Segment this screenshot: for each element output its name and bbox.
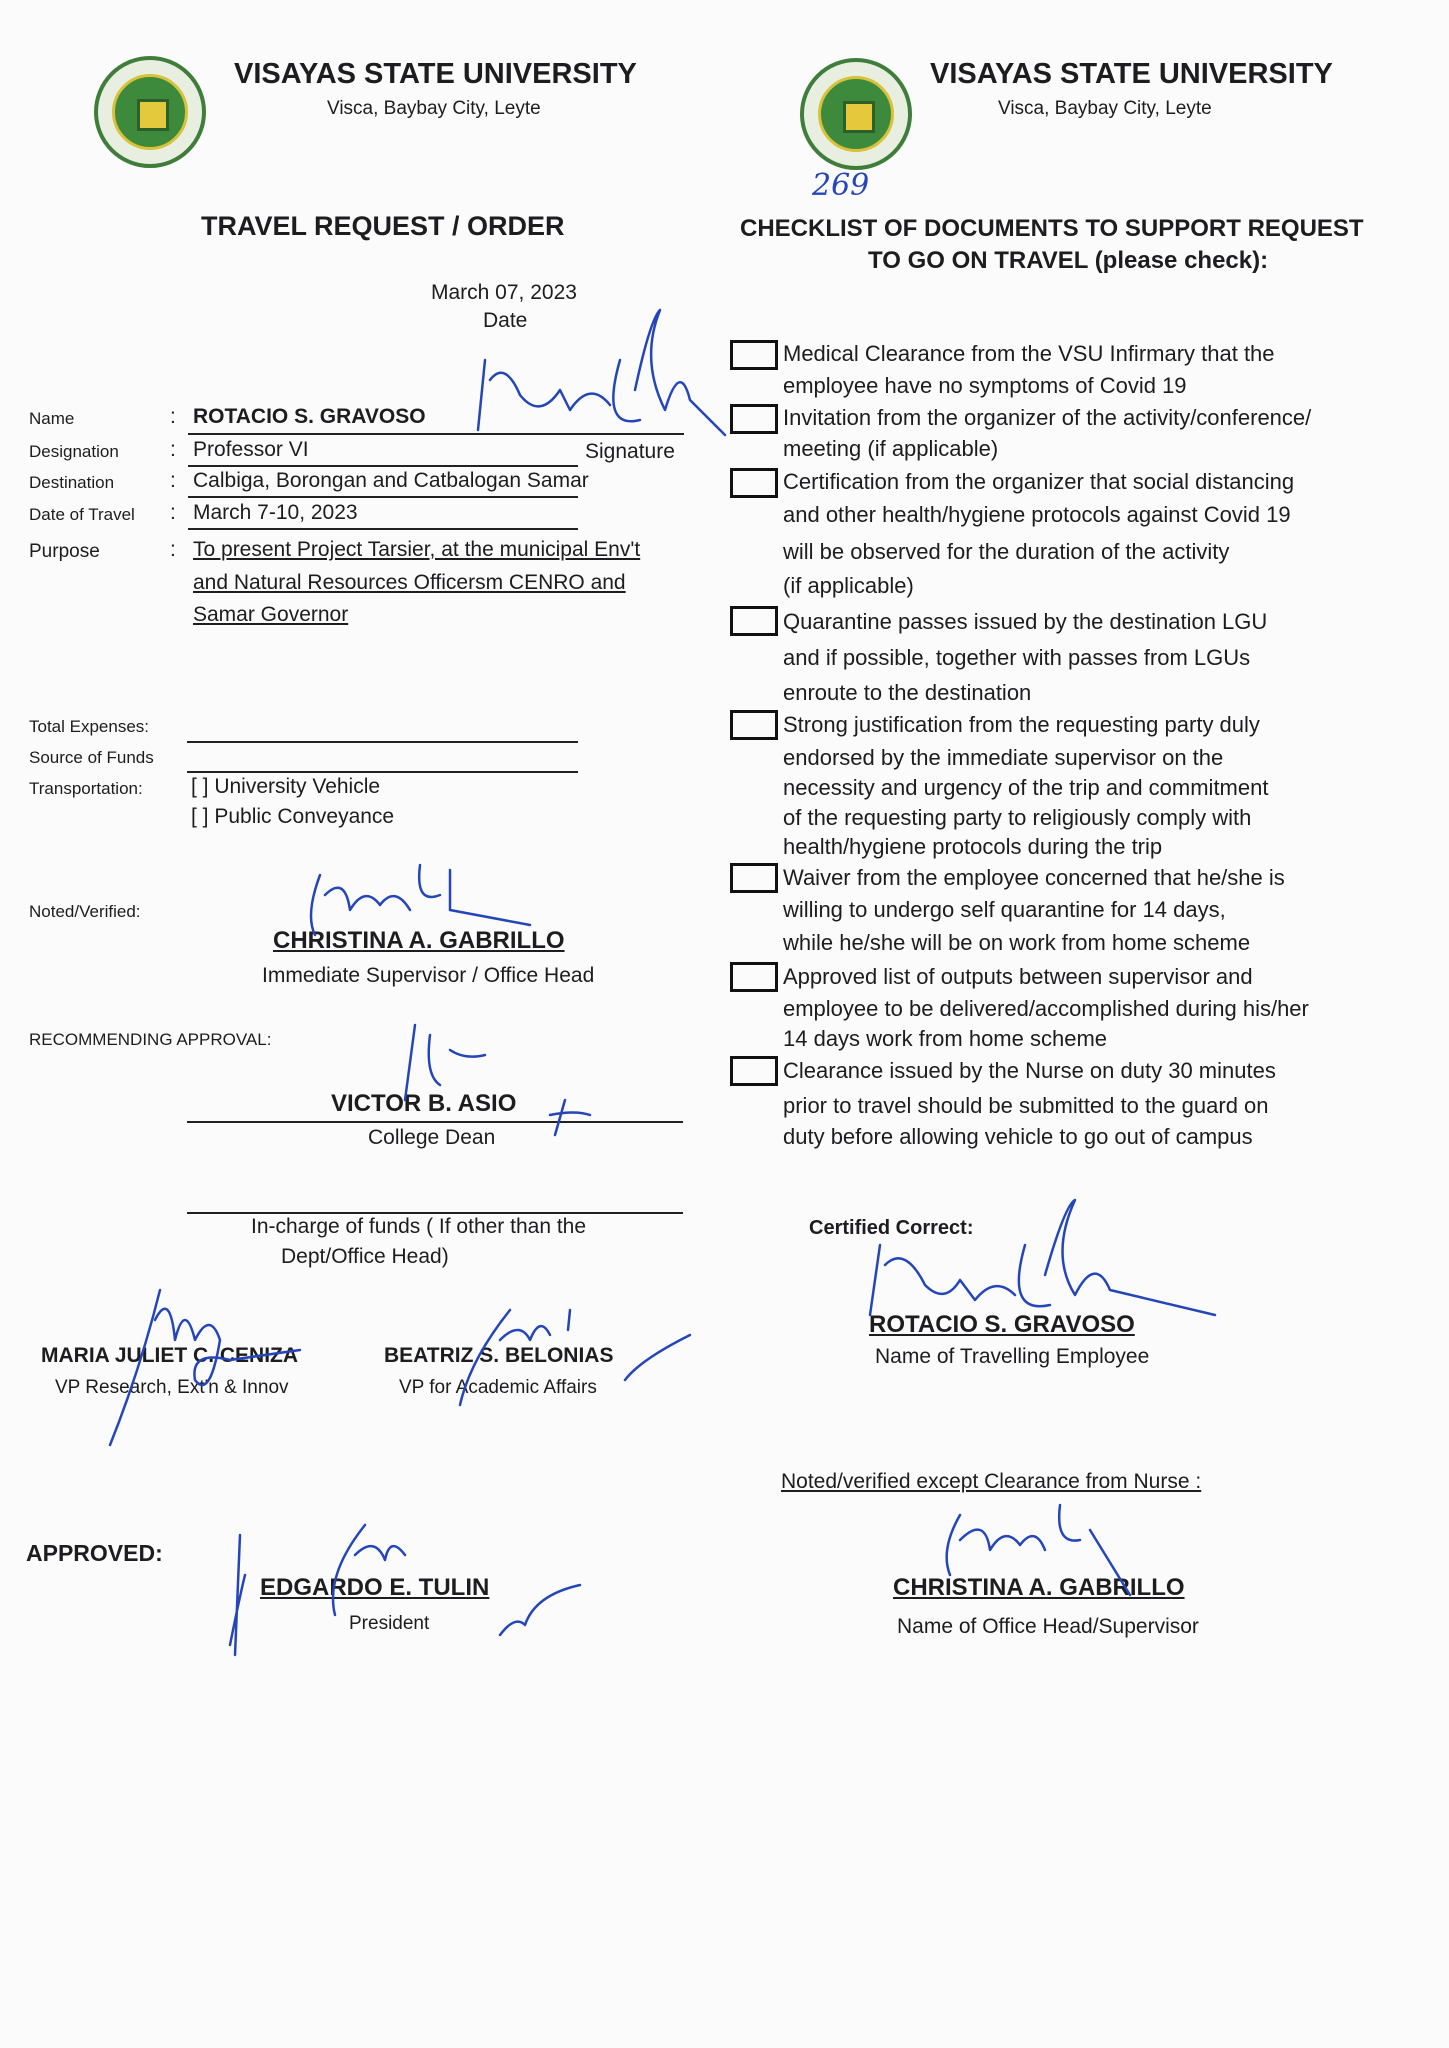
transportation-label: Transportation: xyxy=(29,779,143,798)
vp-academic-title: VP for Academic Affairs xyxy=(399,1377,597,1398)
checklist-checkbox-invitation[interactable] xyxy=(730,404,778,434)
checklist-item-text: 14 days work from home scheme xyxy=(783,1026,1108,1051)
university-name-right: VISAYAS STATE UNIVERSITY xyxy=(930,58,1333,90)
checklist-title-line: TO GO ON TRAVEL (please check): xyxy=(868,247,1269,274)
incharge-label-line: In-charge of funds ( If other than the xyxy=(251,1215,587,1238)
name-label: Name xyxy=(29,409,75,428)
designation-value: Professor VI xyxy=(193,438,309,461)
checklist-checkbox-waiver[interactable] xyxy=(730,863,778,893)
vp-research-name: MARIA JULIET C. CENIZA xyxy=(41,1344,299,1367)
checklist-item-text: Invitation from the organizer of the activity/conference/ xyxy=(783,405,1312,430)
university-address-left: Visca, Baybay City, Leyte xyxy=(327,98,541,119)
date-of-travel-value: March 7-10, 2023 xyxy=(193,501,358,524)
checklist-item-text: employee to be delivered/accomplished during his/her xyxy=(783,996,1309,1021)
total-expenses-line xyxy=(187,741,578,743)
president-title: President xyxy=(349,1613,430,1634)
source-of-funds-label: Source of Funds xyxy=(29,748,154,767)
recommending-title: College Dean xyxy=(368,1126,496,1149)
checklist-checkbox-certification[interactable] xyxy=(730,468,778,498)
checklist-item-text: employee have no symptoms of Covid 19 xyxy=(783,373,1187,398)
purpose-line: To present Project Tarsier, at the municipal Env't xyxy=(193,538,641,561)
checklist-item-text: meeting (if applicable) xyxy=(783,436,999,461)
signature-gravoso-certified xyxy=(860,1195,1220,1335)
recommending-name: VICTOR B. ASIO xyxy=(331,1090,517,1117)
checklist-item-text: Clearance issued by the Nurse on duty 30 minutes xyxy=(783,1058,1276,1083)
purpose-label: Purpose xyxy=(29,541,100,562)
office-head-title: Name of Office Head/Supervisor xyxy=(897,1615,1199,1638)
handwritten-number: 269 xyxy=(812,168,870,203)
checklist-item-text: endorsed by the immediate supervisor on the xyxy=(783,745,1224,770)
checklist-title-line: CHECKLIST OF DOCUMENTS TO SUPPORT REQUEST xyxy=(740,215,1364,242)
checklist-checkbox-approved-outputs[interactable] xyxy=(730,962,778,992)
certified-name: ROTACIO S. GRAVOSO xyxy=(869,1311,1135,1338)
date-label: Date xyxy=(483,309,528,332)
checklist-item-text: willing to undergo self quarantine for 14 days, xyxy=(783,897,1226,922)
destination-label: Destination xyxy=(29,473,115,492)
signature-gravoso-top xyxy=(460,300,730,450)
checklist-checkbox-quarantine-passes[interactable] xyxy=(730,606,778,636)
signature-asio-initial xyxy=(545,1095,595,1145)
checklist-item-text: duty before allowing vehicle to go out of campus xyxy=(783,1124,1253,1149)
certified-title: Name of Travelling Employee xyxy=(875,1345,1150,1368)
designation-label: Designation xyxy=(29,442,119,461)
checklist-item-text: and if possible, together with passes from LGUs xyxy=(783,645,1251,670)
checklist-item-text: enroute to the destination xyxy=(783,680,1032,705)
date-of-travel-underline xyxy=(188,528,578,530)
incharge-signature-line xyxy=(187,1212,683,1214)
name-value: ROTACIO S. GRAVOSO xyxy=(193,405,426,428)
signature-asio xyxy=(395,1015,495,1105)
noted-title: Immediate Supervisor / Office Head xyxy=(262,964,595,987)
colon: : xyxy=(170,405,176,428)
checklist-checkbox-justification[interactable] xyxy=(730,710,778,740)
colon: : xyxy=(170,538,176,561)
checklist-item-text: of the requesting party to religiously comply with xyxy=(783,805,1252,830)
checklist-item-text: prior to travel should be submitted to the guard on xyxy=(783,1093,1269,1118)
checklist-item-text: Quarantine passes issued by the destination LGU xyxy=(783,609,1268,634)
signature-belonias xyxy=(450,1300,700,1410)
designation-underline xyxy=(188,465,578,467)
checklist-checkbox-nurse-clearance[interactable] xyxy=(730,1056,778,1086)
total-expenses-label: Total Expenses: xyxy=(29,717,150,736)
date-of-travel-label: Date of Travel xyxy=(29,505,135,524)
vp-research-title: VP Research, Ext'n & Innov xyxy=(55,1377,289,1398)
certified-correct-label: Certified Correct: xyxy=(809,1217,974,1239)
vp-academic-name: BEATRIZ S. BELONIAS xyxy=(384,1344,614,1367)
signature-gabrillo-office-head xyxy=(930,1500,1180,1600)
noted-verified-label: Noted/Verified: xyxy=(29,902,141,921)
checklist-item-text: necessity and urgency of the trip and commitment xyxy=(783,775,1269,800)
incharge-label-line: Dept/Office Head) xyxy=(281,1245,449,1268)
checklist-item-text: will be observed for the duration of the activity xyxy=(783,539,1230,564)
recommending-approval-label: RECOMMENDING APPROVAL: xyxy=(29,1030,272,1049)
noted-name: CHRISTINA A. GABRILLO xyxy=(273,927,565,954)
university-name-left: VISAYAS STATE UNIVERSITY xyxy=(234,58,637,90)
colon: : xyxy=(170,501,176,524)
university-address-right: Visca, Baybay City, Leyte xyxy=(998,98,1212,119)
checklist-item-text: health/hygiene protocols during the trip xyxy=(783,834,1163,859)
transport-option-university-vehicle: [ ] University Vehicle xyxy=(191,775,381,798)
president-name: EDGARDO E. TULIN xyxy=(260,1574,490,1601)
signature-gabrillo xyxy=(300,855,540,945)
purpose-line: and Natural Resources Officersm CENRO and xyxy=(193,571,626,594)
destination-value: Calbiga, Borongan and Catbalogan Samar xyxy=(193,469,589,492)
recommending-signature-line xyxy=(187,1121,683,1123)
colon: : xyxy=(170,469,176,492)
approved-label: APPROVED: xyxy=(26,1540,163,1566)
purpose-line: Samar Governor xyxy=(193,603,349,626)
checklist-checkbox-medical-clearance[interactable] xyxy=(730,340,778,370)
source-of-funds-line xyxy=(187,771,578,773)
checklist-item-text: Waiver from the employee concerned that he/she is xyxy=(783,865,1285,890)
checklist-item-text: Approved list of outputs between supervisor and xyxy=(783,964,1253,989)
request-date: March 07, 2023 xyxy=(431,281,577,304)
checklist-item-text: Strong justification from the requesting party duly xyxy=(783,712,1260,737)
office-head-name: CHRISTINA A. GABRILLO xyxy=(893,1574,1185,1601)
transport-option-public-conveyance: [ ] Public Conveyance xyxy=(191,805,395,828)
signature-tulin xyxy=(225,1515,585,1665)
checklist-item-text: (if applicable) xyxy=(783,573,914,598)
checklist-item-text: while he/she will be on work from home scheme xyxy=(783,930,1251,955)
form-title: TRAVEL REQUEST / ORDER xyxy=(201,211,565,241)
signature-ceniza xyxy=(100,1280,320,1450)
university-seal-right xyxy=(800,58,912,170)
signature-label: Signature xyxy=(585,440,675,463)
university-seal-left xyxy=(94,56,206,168)
destination-underline xyxy=(188,496,578,498)
checklist-item-text: Certification from the organizer that social distancing xyxy=(783,469,1295,494)
checklist-item-text: and other health/hygiene protocols against Covid 19 xyxy=(783,502,1291,527)
checklist-item-text: Medical Clearance from the VSU Infirmary that the xyxy=(783,341,1275,366)
noted-except-label: Noted/verified except Clearance from Nurse : xyxy=(781,1470,1202,1493)
colon: : xyxy=(170,438,176,461)
